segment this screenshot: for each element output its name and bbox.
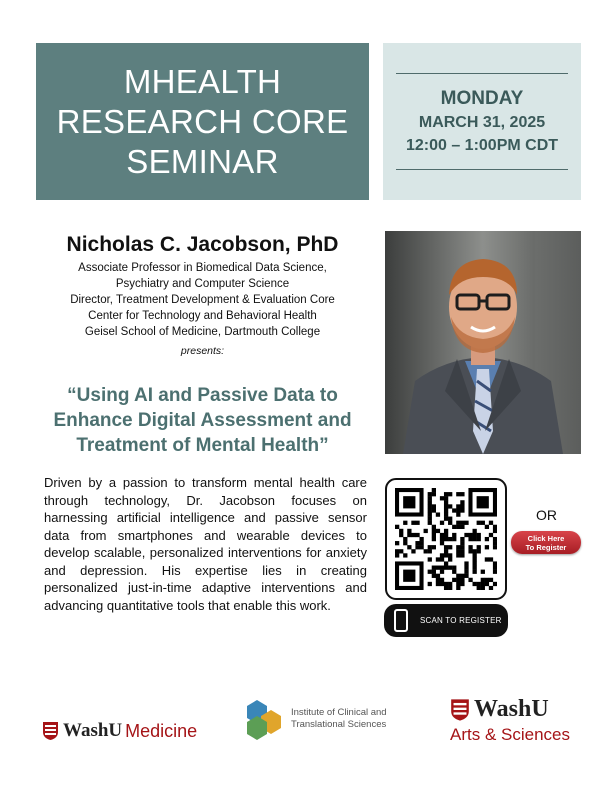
- speaker-photo: [385, 231, 581, 454]
- speaker-info: [36, 232, 369, 340]
- seminar-title-line: RESEARCH CORE: [56, 102, 349, 140]
- washu-medicine-logo: [42, 720, 197, 742]
- presents-label: presents:: [180, 345, 225, 357]
- ict-name-line: Institute of Clinical and: [291, 707, 387, 718]
- event-day: MONDAY: [440, 88, 524, 109]
- speaker-affiliation: Center for Technology and Behavioral Health: [88, 310, 317, 322]
- speaker-affiliation: Director, Treatment Development & Evaluation Core: [70, 294, 335, 306]
- seminar-title-banner: [36, 43, 369, 200]
- qr-code[interactable]: [385, 478, 507, 600]
- scan-label: SCAN TO REGISTER: [420, 616, 502, 625]
- talk-title-line: Enhance Digital Assessment and: [53, 410, 352, 431]
- or-label: OR: [536, 507, 557, 523]
- washu-wordmark: WashU: [63, 720, 123, 741]
- register-button[interactable]: [511, 531, 581, 554]
- speaker-affiliation: Geisel School of Medicine, Dartmouth College: [84, 326, 321, 338]
- ict-emblem-icon: [243, 698, 285, 740]
- event-date: MARCH 31, 2025: [418, 114, 546, 131]
- washu-arts-sciences-logo: [450, 696, 570, 745]
- date-panel: [383, 43, 581, 200]
- speaker-affiliation: Psychiatry and Computer Science: [115, 278, 290, 290]
- divider: [396, 169, 568, 170]
- scan-to-register-badge: [384, 604, 508, 637]
- ict-logo: [243, 698, 387, 740]
- seminar-title-line: SEMINAR: [126, 142, 279, 180]
- qr-code-graphic: [395, 488, 497, 590]
- washu-shield-icon: [42, 721, 59, 741]
- ict-name-line: Translational Sciences: [291, 719, 387, 730]
- register-button-label: Click Here: [527, 534, 565, 543]
- register-button-label: To Register: [525, 543, 567, 552]
- arts-sciences-wordmark: Arts & Sciences: [450, 725, 570, 744]
- speaker-affiliation: Associate Professor in Biomedical Data Science,: [78, 262, 327, 274]
- ict-name: [291, 707, 387, 731]
- talk-title-line: Treatment of Mental Health”: [76, 435, 329, 456]
- date-details: [406, 74, 558, 169]
- seminar-title-line: MHEALTH: [123, 62, 282, 100]
- washu-shield-icon: [450, 698, 470, 722]
- speaker-name: Nicholas C. Jacobson, PhD: [66, 233, 339, 256]
- speaker-description: Driven by a passion to transform mental health care through technology, Dr. Jacobson focuses on harnessing artificial intelligence and passive sensor data from smartphones and wearable devices to develop scalable, personalized interventions for anxiety and depression. His expertise lies in creating personalized just-in-time adaptive interventions and advancing quantitative tools that enable this work.: [44, 475, 367, 613]
- talk-title: [36, 383, 369, 458]
- washu-wordmark: WashU: [474, 696, 549, 722]
- talk-title-line: “Using AI and Passive Data to: [67, 385, 338, 406]
- event-time: 12:00 – 1:00PM CDT: [405, 137, 559, 154]
- phone-icon: [394, 609, 408, 632]
- medicine-wordmark: Medicine: [125, 720, 198, 741]
